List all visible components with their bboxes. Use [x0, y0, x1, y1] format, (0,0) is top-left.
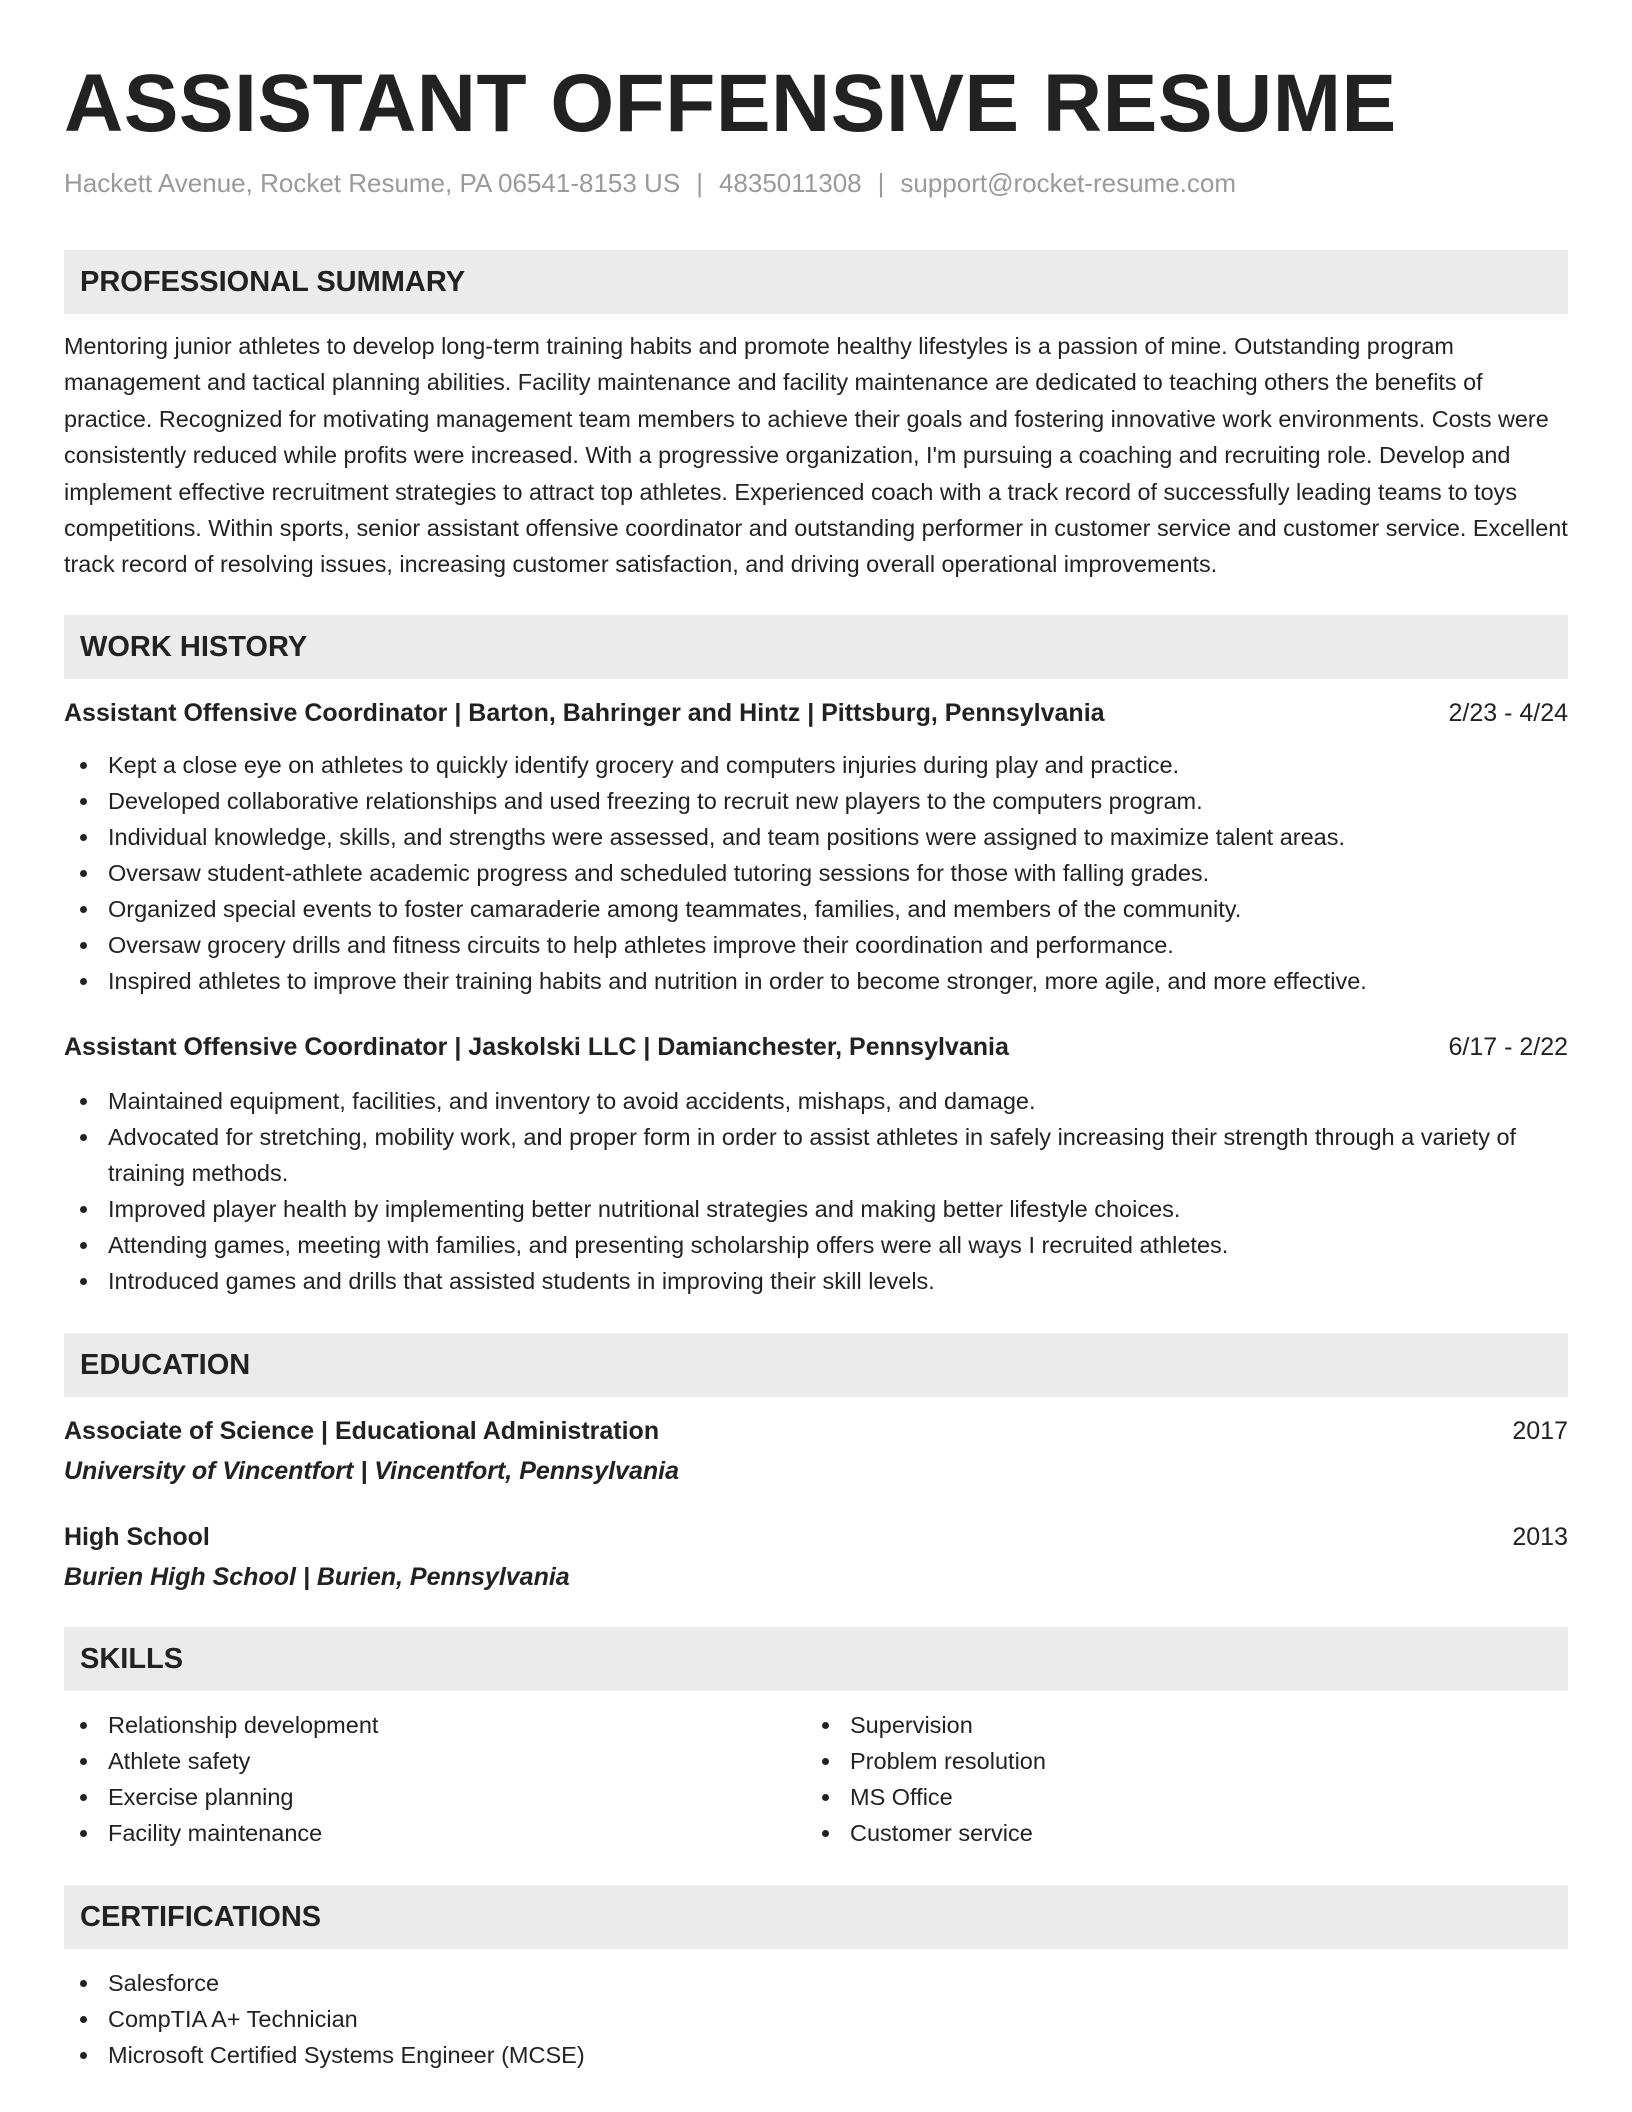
- list-item: Advocated for stretching, mobility work, and proper form in order to assist athletes in safely increasing their strength through a variety of training methods.: [64, 1119, 1568, 1191]
- resume-page: [64, 0, 1568, 2073]
- skill-item: Customer service: [806, 1815, 1548, 1851]
- list-item: Oversaw grocery drills and fitness circuits to help athletes improve their coordination and performance.: [64, 927, 1568, 963]
- job-title: Assistant Offensive Coordinator | Barton, Bahringer and Hintz | Pittsburg, Pennsylvania: [64, 698, 1105, 727]
- contact-separator: |: [877, 168, 885, 198]
- list-item: Organized special events to foster camaraderie among teammates, families, and members of the community.: [64, 891, 1568, 927]
- contact-line: [64, 166, 1568, 200]
- list-item: Introduced games and drills that assisted students in improving their skill levels.: [64, 1263, 1568, 1299]
- certification-item: Salesforce: [64, 1965, 1568, 2001]
- skill-item: Exercise planning: [64, 1779, 806, 1815]
- job-title-row: [64, 695, 1568, 731]
- education-entry: [64, 1413, 1568, 1489]
- job-title-row: [64, 1029, 1568, 1065]
- education-degree: Associate of Science | Educational Administration: [64, 1416, 660, 1445]
- job-duties-list: [64, 747, 1568, 999]
- list-item: Kept a close eye on athletes to quickly identify grocery and computers injuries during play and practice.: [64, 747, 1568, 783]
- skills-list-right: [806, 1707, 1548, 1851]
- certification-item: CompTIA A+ Technician: [64, 2001, 1568, 2037]
- job-dates: 6/17 - 2/22: [1448, 1032, 1568, 1061]
- section-header-skills: SKILLS: [64, 1627, 1568, 1691]
- job-entry: [64, 1029, 1568, 1299]
- skill-item: Athlete safety: [64, 1743, 806, 1779]
- education-entry: [64, 1519, 1568, 1595]
- list-item: Individual knowledge, skills, and strengths were assessed, and team positions were assigned to maximize talent areas.: [64, 819, 1568, 855]
- job-duties-list: [64, 1083, 1568, 1299]
- section-header-certifications: CERTIFICATIONS: [64, 1885, 1568, 1949]
- skills-list-left: [64, 1707, 806, 1851]
- resume-title: ASSISTANT OFFENSIVE RESUME: [64, 58, 1397, 149]
- skills-columns: [64, 1707, 1568, 1851]
- education-school: University of Vincentfort | Vincentfort, Pennsylvania: [64, 1456, 679, 1485]
- skill-item: MS Office: [806, 1779, 1548, 1815]
- education-year: 2017: [1512, 1416, 1568, 1445]
- skill-item: Relationship development: [64, 1707, 806, 1743]
- email: support@rocket-resume.com: [900, 168, 1237, 198]
- list-item: Attending games, meeting with families, and presenting scholarship offers were all ways I recruited athletes.: [64, 1227, 1568, 1263]
- contact-separator: |: [696, 168, 703, 198]
- section-header-education: EDUCATION: [64, 1333, 1568, 1397]
- address: Hackett Avenue, Rocket Resume, PA 06541-8153 US: [64, 168, 681, 198]
- certification-item: Microsoft Certified Systems Engineer (MCSE): [64, 2037, 1568, 2073]
- list-item: Inspired athletes to improve their training habits and nutrition in order to become stronger, more agile, and more effective.: [64, 963, 1568, 999]
- list-item: Oversaw student-athlete academic progress and scheduled tutoring sessions for those with falling grades.: [64, 855, 1568, 891]
- list-item: Improved player health by implementing better nutritional strategies and making better lifestyle choices.: [64, 1191, 1568, 1227]
- education-degree: High School: [64, 1522, 210, 1551]
- skill-item: Facility maintenance: [64, 1815, 806, 1851]
- section-header-work-history: WORK HISTORY: [64, 615, 1568, 679]
- skill-item: Supervision: [806, 1707, 1548, 1743]
- job-dates: 2/23 - 4/24: [1448, 698, 1568, 727]
- job-title: Assistant Offensive Coordinator | Jaskolski LLC | Damianchester, Pennsylvania: [64, 1032, 1009, 1061]
- summary-text: Mentoring junior athletes to develop long-term training habits and promote healthy lifestyles is a passion of mine. Outstanding program management and tactical planning abilities. Facility maintenance and facility maintenance are dedicated to teaching others the benefits of practice. Recognized for motivating management team members to achieve their goals and fostering innovative work environments. Costs were consistently reduced while profits were increased. With a progressive organization, I'm pursuing a coaching and recruiting role. Develop and implement effective recruitment strategies to attract top athletes. Experienced coach with a track record of successfully leading teams to toys competitions. Within sports, senior assistant offensive coordinator and outstanding performer in customer service and customer service. Excellent track record of resolving issues, increasing customer satisfaction, and driving overall operational improvements.: [64, 333, 1568, 578]
- skill-item: Problem resolution: [806, 1743, 1548, 1779]
- education-year: 2013: [1512, 1522, 1568, 1551]
- phone: 4835011308: [718, 168, 862, 198]
- list-item: Developed collaborative relationships and used freezing to recruit new players to the computers program.: [64, 783, 1568, 819]
- job-entry: [64, 695, 1568, 999]
- certifications-list: [64, 1965, 1568, 2073]
- list-item: Maintained equipment, facilities, and inventory to avoid accidents, mishaps, and damage.: [64, 1083, 1568, 1119]
- education-school: Burien High School | Burien, Pennsylvania: [64, 1562, 570, 1591]
- education-degree-row: [64, 1519, 1568, 1555]
- section-header-summary: PROFESSIONAL SUMMARY: [64, 250, 1568, 314]
- education-degree-row: [64, 1413, 1568, 1449]
